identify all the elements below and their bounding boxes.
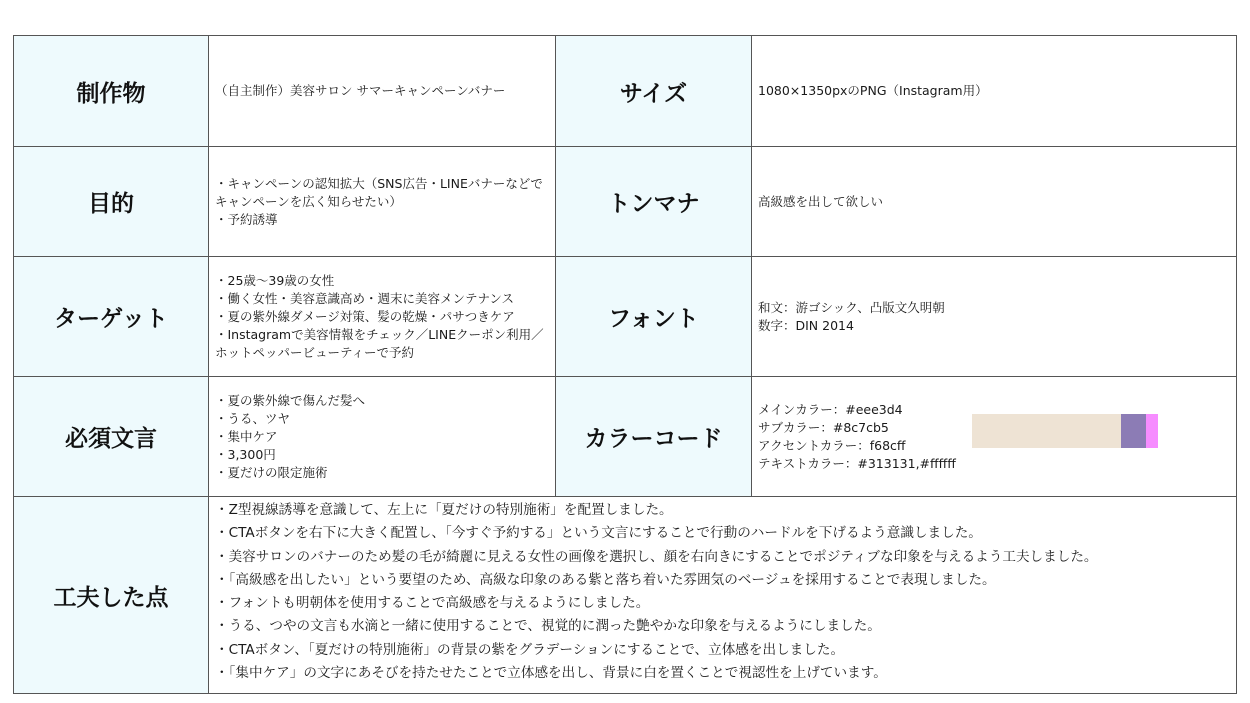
row-target	[14, 257, 1236, 377]
color-line: テキストカラー：#313131,#ffffff	[758, 455, 956, 471]
color-swatch-bar	[972, 414, 1158, 448]
value-required-text	[209, 377, 556, 496]
color-line: サブカラー：#8c7cb5	[758, 419, 889, 435]
ingenuity-line: ・美容サロンのバナーのため髪の毛が綺麗に見える女性の画像を選択し、顔を右向きにすることでポジティブな印象を与えるよう工夫しました。	[215, 548, 1098, 565]
target-line: ・25歳〜39歳の女性	[215, 272, 335, 288]
label-tone: トンマナ	[556, 147, 752, 256]
row-ingenuity	[14, 497, 1236, 693]
value-target	[209, 257, 556, 376]
label-purpose: 目的	[14, 147, 209, 256]
value-color-code	[752, 377, 1236, 496]
ingenuity-line: ・「高級感を出したい」という要望のため、高級な印象のある紫と落ち着いた雰囲気のベージュを採用することで表現しました。	[215, 571, 996, 588]
row-required-text	[14, 377, 1236, 497]
target-line: ・夏の紫外線ダメージ対策、髪の乾燥・パサつきケア	[215, 308, 515, 324]
font-line: 和文：游ゴシック、凸版文久明朝	[758, 299, 945, 315]
purpose-line: ・予約誘導	[215, 211, 278, 227]
required-line: ・夏だけの限定施術	[215, 464, 328, 480]
row-deliverable	[14, 36, 1236, 147]
label-font: フォント	[556, 257, 752, 376]
color-line: メインカラー：#eee3d4	[758, 401, 903, 417]
target-line: ・働く女性・美容意識高め・週末に美容メンテナンス	[215, 290, 515, 306]
value-font	[752, 257, 1236, 376]
label-color-code: カラーコード	[556, 377, 752, 496]
required-line: ・集中ケア	[215, 428, 278, 444]
required-line: ・夏の紫外線で傷んだ髪へ	[215, 392, 366, 408]
purpose-line: ・キャンペーンの認知拡大（SNS広告・LINEバナーなどでキャンペーンを広く知らせたい）	[215, 175, 543, 209]
value-deliverable-text: （自主制作）美容サロン サマーキャンペーンバナー	[215, 83, 506, 98]
label-required-text: 必須文言	[14, 377, 209, 496]
label-ingenuity: 工夫した点	[14, 497, 209, 693]
ingenuity-line: ・「集中ケア」の文字にあそびを持たせたことで立体感を出し、背景に白を置くことで視認性を上げています。	[215, 665, 887, 682]
font-line: 数字：DIN 2014	[758, 317, 854, 333]
color-swatch-sub	[1121, 414, 1146, 448]
value-ingenuity	[209, 497, 1236, 693]
required-line: ・うる、ツヤ	[215, 410, 291, 426]
value-tone	[752, 147, 1236, 256]
value-size-text: 1080×1350pxのPNG（Instagram用）	[758, 83, 988, 98]
ingenuity-line: ・うる、つやの文言も水滴と一緒に使用することで、視覚的に潤った艶やかな印象を与えるようにしました。	[215, 618, 881, 635]
color-line: アクセントカラー：f68cff	[758, 437, 906, 453]
ingenuity-line: ・フォントも明朝体を使用することで高級感を与えるようにしました。	[215, 595, 650, 612]
value-tone-text: 高級感を出して欲しい	[758, 193, 884, 209]
row-purpose	[14, 147, 1236, 257]
spec-sheet-table	[13, 35, 1237, 694]
required-line: ・3,300円	[215, 446, 276, 462]
value-size	[752, 36, 1236, 146]
target-line: ・Instagramで美容情報をチェック／LINEクーポン利用／ホットペッパービューティーで予約	[215, 326, 544, 360]
ingenuity-line: ・Z型視線誘導を意識して、左上に「夏だけの特別施術」を配置しました。	[215, 502, 673, 518]
ingenuity-line: ・CTAボタンを右下に大きく配置し、「今すぐ予約する」という文言にすることで行動のハードルを下げるよう意識しました。	[215, 525, 982, 542]
label-deliverable: 制作物	[14, 36, 209, 146]
value-deliverable	[209, 36, 556, 146]
label-target: ターゲット	[14, 257, 209, 376]
color-swatch-main	[972, 414, 1121, 448]
ingenuity-line: ・CTAボタン、「夏だけの特別施術」の背景の紫をグラデーションにすることで、立体感を出しました。	[215, 641, 845, 658]
color-swatch-accent	[1146, 414, 1158, 448]
value-purpose	[209, 147, 556, 256]
label-size: サイズ	[556, 36, 752, 146]
